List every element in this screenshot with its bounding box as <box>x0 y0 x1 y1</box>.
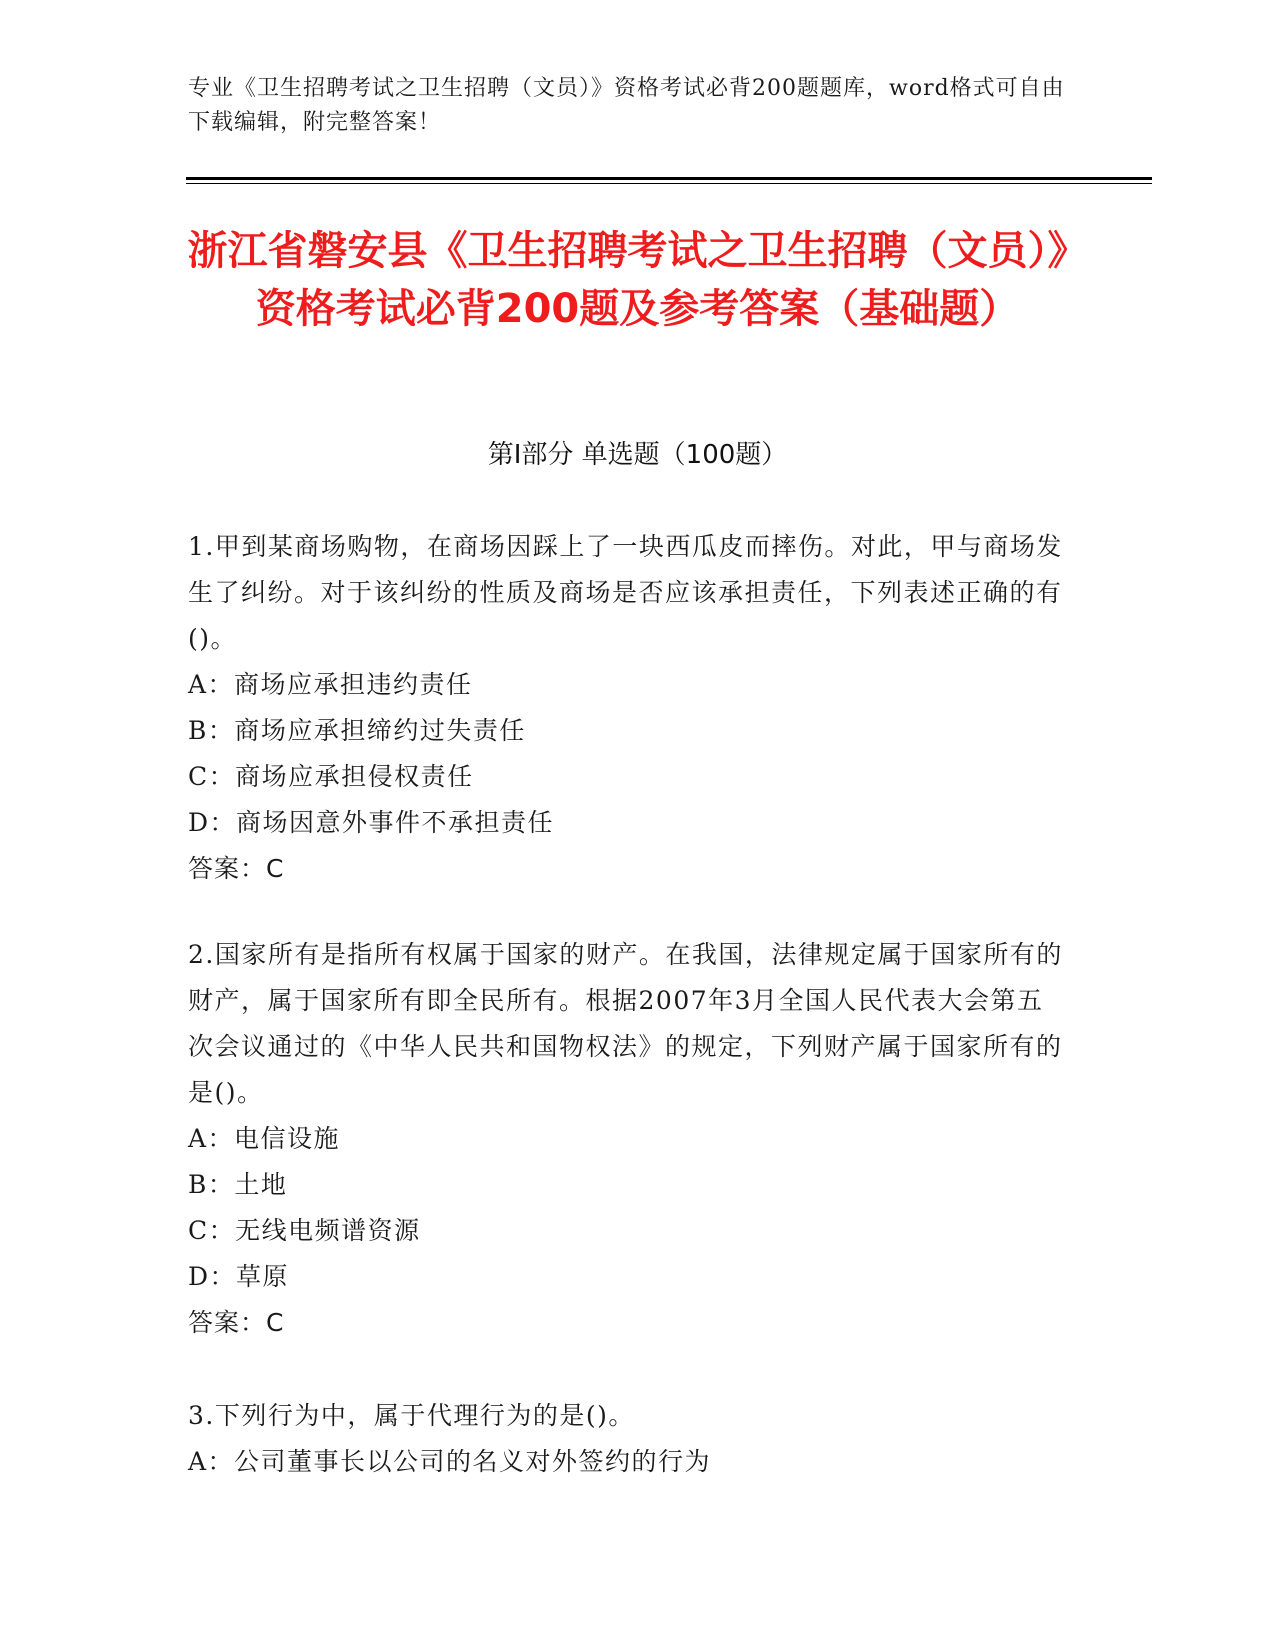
question-3 <box>188 1393 1068 1485</box>
header-note: 专业《卫生招聘考试之卫生招聘（文员）》资格考试必背200题题库，word格式可自由下载编辑，附完整答案！ <box>188 76 1065 135</box>
section-title: 第Ⅰ部分 单选题（100题） <box>487 440 788 470</box>
option-a: A：电信设施 <box>188 1124 341 1153</box>
header-rule-thick <box>186 177 1152 180</box>
option-b: B：土地 <box>188 1170 288 1199</box>
answer: 答案：C <box>188 854 285 883</box>
question-stem: 1.甲到某商场购物，在商场因踩上了一块西瓜皮而摔伤。对此，甲与商场发生了纠纷。对于该纠纷的性质及商场是否应该承担责任，下列表述正确的有()。 <box>188 532 1063 653</box>
option-d: D：草原 <box>188 1262 290 1291</box>
option-c: C：无线电频谱资源 <box>188 1216 421 1245</box>
header-rule-thin <box>186 183 1152 184</box>
option-b: B：商场应承担缔约过失责任 <box>188 716 526 745</box>
answer: 答案：C <box>188 1308 285 1337</box>
question-1 <box>188 524 1068 892</box>
option-a: A：公司董事长以公司的名义对外签约的行为 <box>188 1447 712 1476</box>
question-stem: 3.下列行为中，属于代理行为的是()。 <box>188 1401 635 1430</box>
question-2 <box>188 932 1068 1346</box>
option-c: C：商场应承担侵权责任 <box>188 762 474 791</box>
option-d: D：商场因意外事件不承担责任 <box>188 808 555 837</box>
document-title: 浙江省磐安县《卫生招聘考试之卫生招聘（文员）》资格考试必背200题及参考答案（基础题） <box>187 228 1088 332</box>
option-a: A：商场应承担违约责任 <box>188 670 473 699</box>
question-stem: 2.国家所有是指所有权属于国家的财产。在我国，法律规定属于国家所有的财产，属于国家所有即全民所有。根据2007年3月全国人民代表大会第五次会议通过的《中华人民共和国物权法》的规定，下列财产属于国家所有的是()。 <box>188 940 1063 1107</box>
